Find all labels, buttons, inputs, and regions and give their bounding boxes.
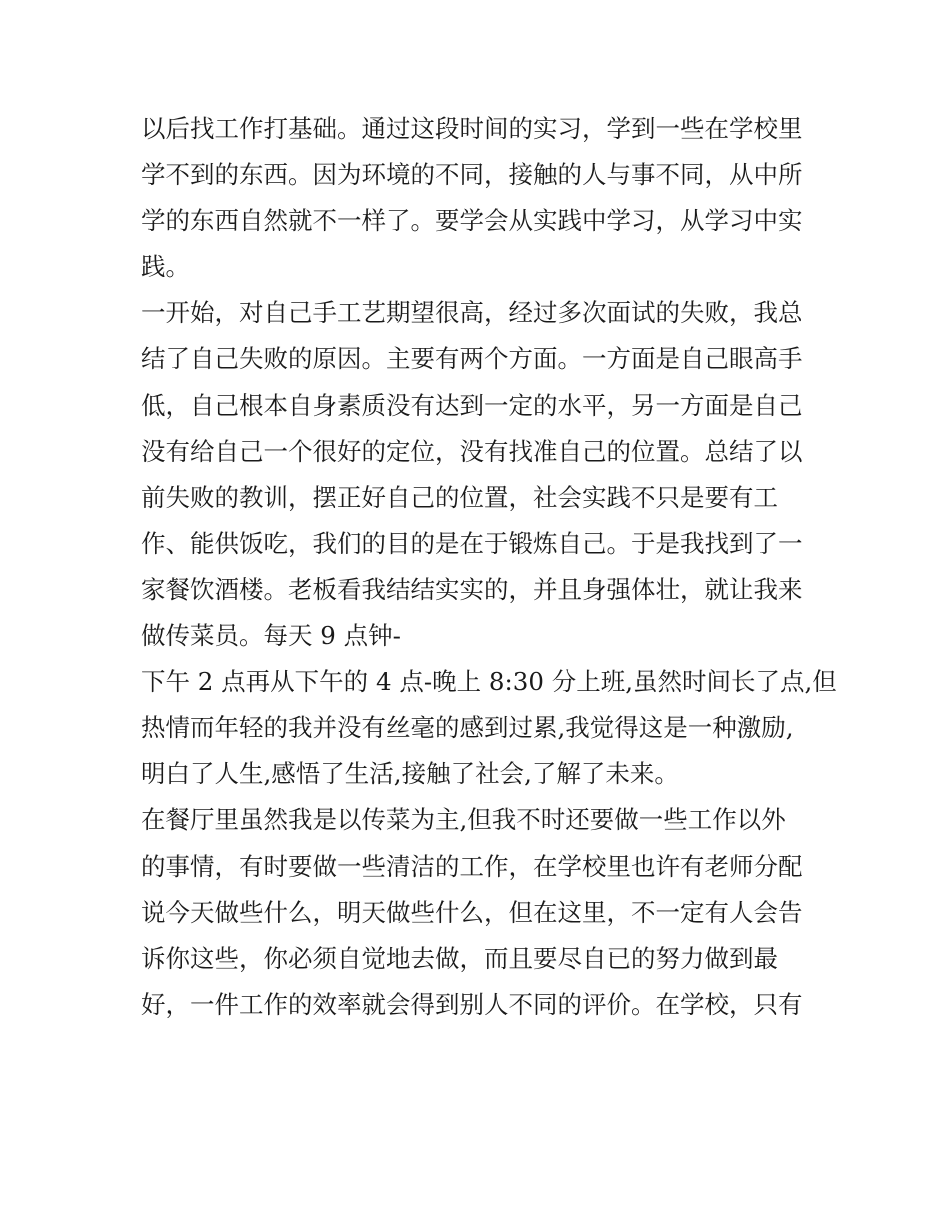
text-line: 明白了人生,感悟了生活,接触了社会,了解了未来。 xyxy=(141,759,679,789)
text-line: 好，一件工作的效率就会得到别人不同的评价。在学校，只有 xyxy=(141,989,803,1019)
text-line: 学的东西自然就不一样了。要学会从实践中学习，从学习中实 xyxy=(141,206,803,236)
text-line: 下午 2 点再从下午的 4 点-晚上 8:30 分上班,虽然时间长了点,但 xyxy=(141,667,837,697)
text-line: 学不到的东西。因为环境的不同，接触的人与事不同，从中所 xyxy=(141,160,803,190)
text-line: 的事情，有时要做一些清洁的工作，在学校里也许有老师分配 xyxy=(141,851,803,881)
text-line: 践。 xyxy=(141,252,190,282)
text-line: 热情而年轻的我并没有丝毫的感到过累,我觉得这是一种激励, xyxy=(141,713,794,743)
text-line: 诉你这些，你必须自觉地去做，而且要尽自已的努力做到最 xyxy=(141,943,778,973)
text-line: 没有给自己一个很好的定位，没有找准自己的位置。总结了以 xyxy=(141,436,803,466)
text-line: 家餐饮酒楼。老板看我结结实实的，并且身强体壮，就让我来 xyxy=(141,574,803,604)
text-line: 作、能供饭吃，我们的目的是在于锻炼自己。于是我找到了一 xyxy=(141,528,803,558)
text-line: 前失败的教训，摆正好自己的位置，社会实践不只是要有工 xyxy=(141,482,778,512)
text-line: 一开始，对自己手工艺期望很高，经过多次面试的失败，我总 xyxy=(141,298,803,328)
text-line: 低，自己根本自身素质没有达到一定的水平，另一方面是自己 xyxy=(141,390,803,420)
text-line: 做传菜员。每天 9 点钟- xyxy=(141,621,401,651)
text-line: 以后找工作打基础。通过这段时间的实习，学到一些在学校里 xyxy=(141,114,803,143)
text-line: 说今天做些什么，明天做些什么，但在这里，不一定有人会告 xyxy=(141,897,803,927)
body-text xyxy=(141,106,837,1028)
text-line: 在餐厅里虽然我是以传菜为主,但我不时还要做一些工作以外 xyxy=(141,805,786,835)
text-line: 结了自己失败的原因。主要有两个方面。一方面是自己眼高手 xyxy=(141,344,803,374)
